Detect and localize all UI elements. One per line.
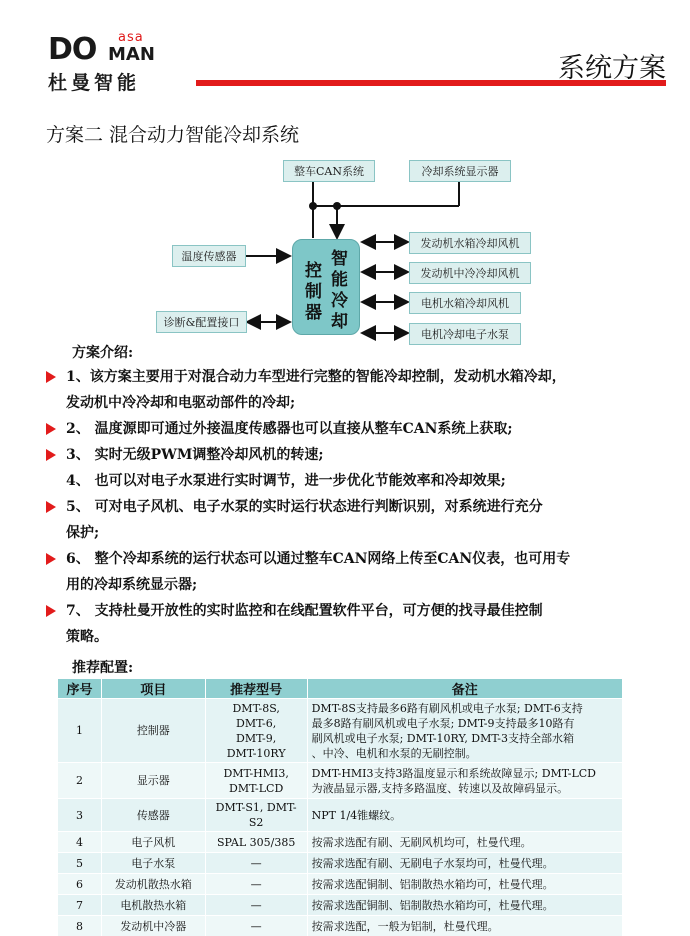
col-header: 项目 xyxy=(101,679,205,699)
cell-no: 2 xyxy=(58,763,102,799)
table-header-row xyxy=(58,679,623,699)
cell-item: 电子水泵 xyxy=(101,853,205,874)
cell-item: 显示器 xyxy=(101,763,205,799)
intro-item-line: 策略。 xyxy=(66,629,108,645)
table-row xyxy=(58,916,623,936)
cell-model: — xyxy=(205,853,307,874)
junction-dot-2 xyxy=(333,202,341,210)
intro-item-line: 5、 可对电子风机、电子水泵的实时运行状态进行判断识别，对系统进行充分 xyxy=(66,499,543,515)
logo-man: MAN xyxy=(108,44,155,65)
model-line: DMT-9, xyxy=(236,731,277,745)
cell-model: — xyxy=(205,874,307,895)
cell-model: SPAL 305/385 xyxy=(205,832,307,853)
intro-item-line: 6、 整个冷却系统的运行状态可以通过整车CAN网络上传至CAN仪表，也可用专 xyxy=(66,551,571,567)
cell-no: 6 xyxy=(58,874,102,895)
triangle-bullet-icon xyxy=(46,553,56,565)
section-title: 方案二 混合动力智能冷却系统 xyxy=(46,124,300,146)
cell-note: 按需求选配铜制、铝制散热水箱均可，杜曼代理。 xyxy=(307,874,622,895)
intro-item xyxy=(46,364,666,416)
table-row xyxy=(58,799,623,832)
logo-cn: 杜曼智能 xyxy=(48,72,141,94)
cell-item: 电子风机 xyxy=(101,832,205,853)
ctrl-char: 器 xyxy=(305,303,322,323)
intro-item-line: 4、 也可以对电子水泵进行实时调节，进一步优化节能效率和冷却效果; xyxy=(66,473,506,489)
engine-radiator-fan-box: 发动机水箱冷却风机 xyxy=(409,232,531,254)
table-row xyxy=(58,763,623,799)
cell-no: 7 xyxy=(58,895,102,916)
table-row xyxy=(58,853,623,874)
note-line: 最多8路有刷风机或电子水泵; DMT-9支持最多10路有 xyxy=(311,716,575,730)
cell-no: 3 xyxy=(58,799,102,832)
col-header: 序号 xyxy=(58,679,102,699)
table-row xyxy=(58,895,623,916)
cell-note xyxy=(307,699,622,763)
intro-item-line: 发动机中冷冷却和电驱动部件的冷却; xyxy=(66,395,296,411)
note-line: DMT-8S支持最多6路有刷风机或电子水泵; DMT-6支持 xyxy=(311,701,583,715)
ctrl-char: 制 xyxy=(305,282,322,302)
cell-note: 按需求选配有刷、无刷风机均可，杜曼代理。 xyxy=(307,832,622,853)
intro-item xyxy=(46,546,666,598)
model-line: DMT-HMI3, xyxy=(223,766,289,780)
triangle-bullet-icon xyxy=(46,449,56,461)
system-diagram xyxy=(0,0,690,350)
ctrl-char: 控 xyxy=(305,261,322,281)
intro-item-line: 7、 支持杜曼开放性的实时监控和在线配置软件平台，可方便的找寻最佳控制 xyxy=(66,603,543,619)
cell-note xyxy=(307,763,622,799)
logo-asa: asa xyxy=(118,30,144,45)
intro-item xyxy=(46,598,666,650)
ctrl-char: 冷 xyxy=(331,291,348,311)
temp-sensor-box: 温度传感器 xyxy=(172,245,246,267)
model-line: DMT-6, xyxy=(236,716,277,730)
cell-no: 8 xyxy=(58,916,102,936)
cell-item: 发动机散热水箱 xyxy=(101,874,205,895)
cooling-display-box: 冷却系统显示器 xyxy=(409,160,511,182)
note-line: 为液晶显示器,支持多路温度、转速以及故障码显示。 xyxy=(311,781,569,795)
table-row xyxy=(58,832,623,853)
intro-item-line: 用的冷却系统显示器; xyxy=(66,577,198,593)
col-header: 备注 xyxy=(307,679,622,699)
logo-mark-text: DO xyxy=(48,32,97,67)
intro-item-line: 2、 温度源即可通过外接温度传感器也可以直接从整车CAN系统上获取; xyxy=(66,421,513,437)
cell-item: 传感器 xyxy=(101,799,205,832)
motor-pump-box: 电机冷却电子水泵 xyxy=(409,323,521,345)
intro-item-line: 1、该方案主要用于对混合动力车型进行完整的智能冷却控制，发动机水箱冷却， xyxy=(66,369,566,385)
cell-no: 5 xyxy=(58,853,102,874)
cell-model: — xyxy=(205,916,307,936)
table-row xyxy=(58,699,623,763)
cell-note: 按需求选配有刷、无刷电子水泵均可，杜曼代理。 xyxy=(307,853,622,874)
engine-intercooler-fan-box: 发动机中冷冷却风机 xyxy=(409,262,531,284)
page-title: 系统方案 xyxy=(558,53,666,84)
cell-item: 电机散热水箱 xyxy=(101,895,205,916)
diag-config-box: 诊断&配置接口 xyxy=(156,311,247,333)
intro-item xyxy=(46,442,666,468)
cell-note: 按需求选配铜制、铝制散热水箱均可，杜曼代理。 xyxy=(307,895,622,916)
junction-dot xyxy=(309,202,317,210)
intro-item xyxy=(46,468,666,494)
cell-note: 按需求选配，一般为铝制，杜曼代理。 xyxy=(307,916,622,936)
model-line: DMT-10RY xyxy=(226,746,286,760)
vehicle-can-box: 整车CAN系统 xyxy=(283,160,375,182)
cell-item: 发动机中冷器 xyxy=(101,916,205,936)
intro-item xyxy=(46,416,666,442)
triangle-bullet-icon xyxy=(46,605,56,617)
recommend-heading: 推荐配置: xyxy=(72,660,134,676)
cell-model xyxy=(205,699,307,763)
cell-no: 4 xyxy=(58,832,102,853)
ctrl-char: 却 xyxy=(331,312,348,332)
cell-note: NPT 1/4锥螺纹。 xyxy=(307,799,622,832)
ctrl-char: 智 xyxy=(331,249,348,269)
motor-radiator-fan-box: 电机水箱冷却风机 xyxy=(409,292,521,314)
cell-model xyxy=(205,763,307,799)
intro-item-line: 保护; xyxy=(66,525,100,541)
triangle-bullet-icon xyxy=(46,371,56,383)
model-line: DMT-LCD xyxy=(229,781,284,795)
triangle-bullet-icon xyxy=(46,501,56,513)
table-row xyxy=(58,874,623,895)
model-line: DMT-8S, xyxy=(232,701,280,715)
col-header: 推荐型号 xyxy=(205,679,307,699)
intro-heading: 方案介绍: xyxy=(72,345,134,361)
ctrl-char: 能 xyxy=(331,270,348,290)
note-line: 、中冷、电机和水泵的无刷控制。 xyxy=(311,746,477,760)
intro-item xyxy=(46,494,666,546)
controller-box xyxy=(292,239,360,335)
cell-no: 1 xyxy=(58,699,102,763)
cell-item: 控制器 xyxy=(101,699,205,763)
note-line: 刷风机或电子水泵; DMT-10RY, DMT-3支持全部水箱 xyxy=(311,731,575,745)
cell-model: DMT-S1, DMT-S2 xyxy=(205,799,307,832)
triangle-bullet-icon xyxy=(46,423,56,435)
cell-model: — xyxy=(205,895,307,916)
recommend-table xyxy=(57,678,623,936)
note-line: DMT-HMI3支持3路温度显示和系统故障显示; DMT-LCD xyxy=(311,766,596,780)
intro-item-line: 3、 实时无级PWM调整冷却风机的转速; xyxy=(66,447,324,463)
